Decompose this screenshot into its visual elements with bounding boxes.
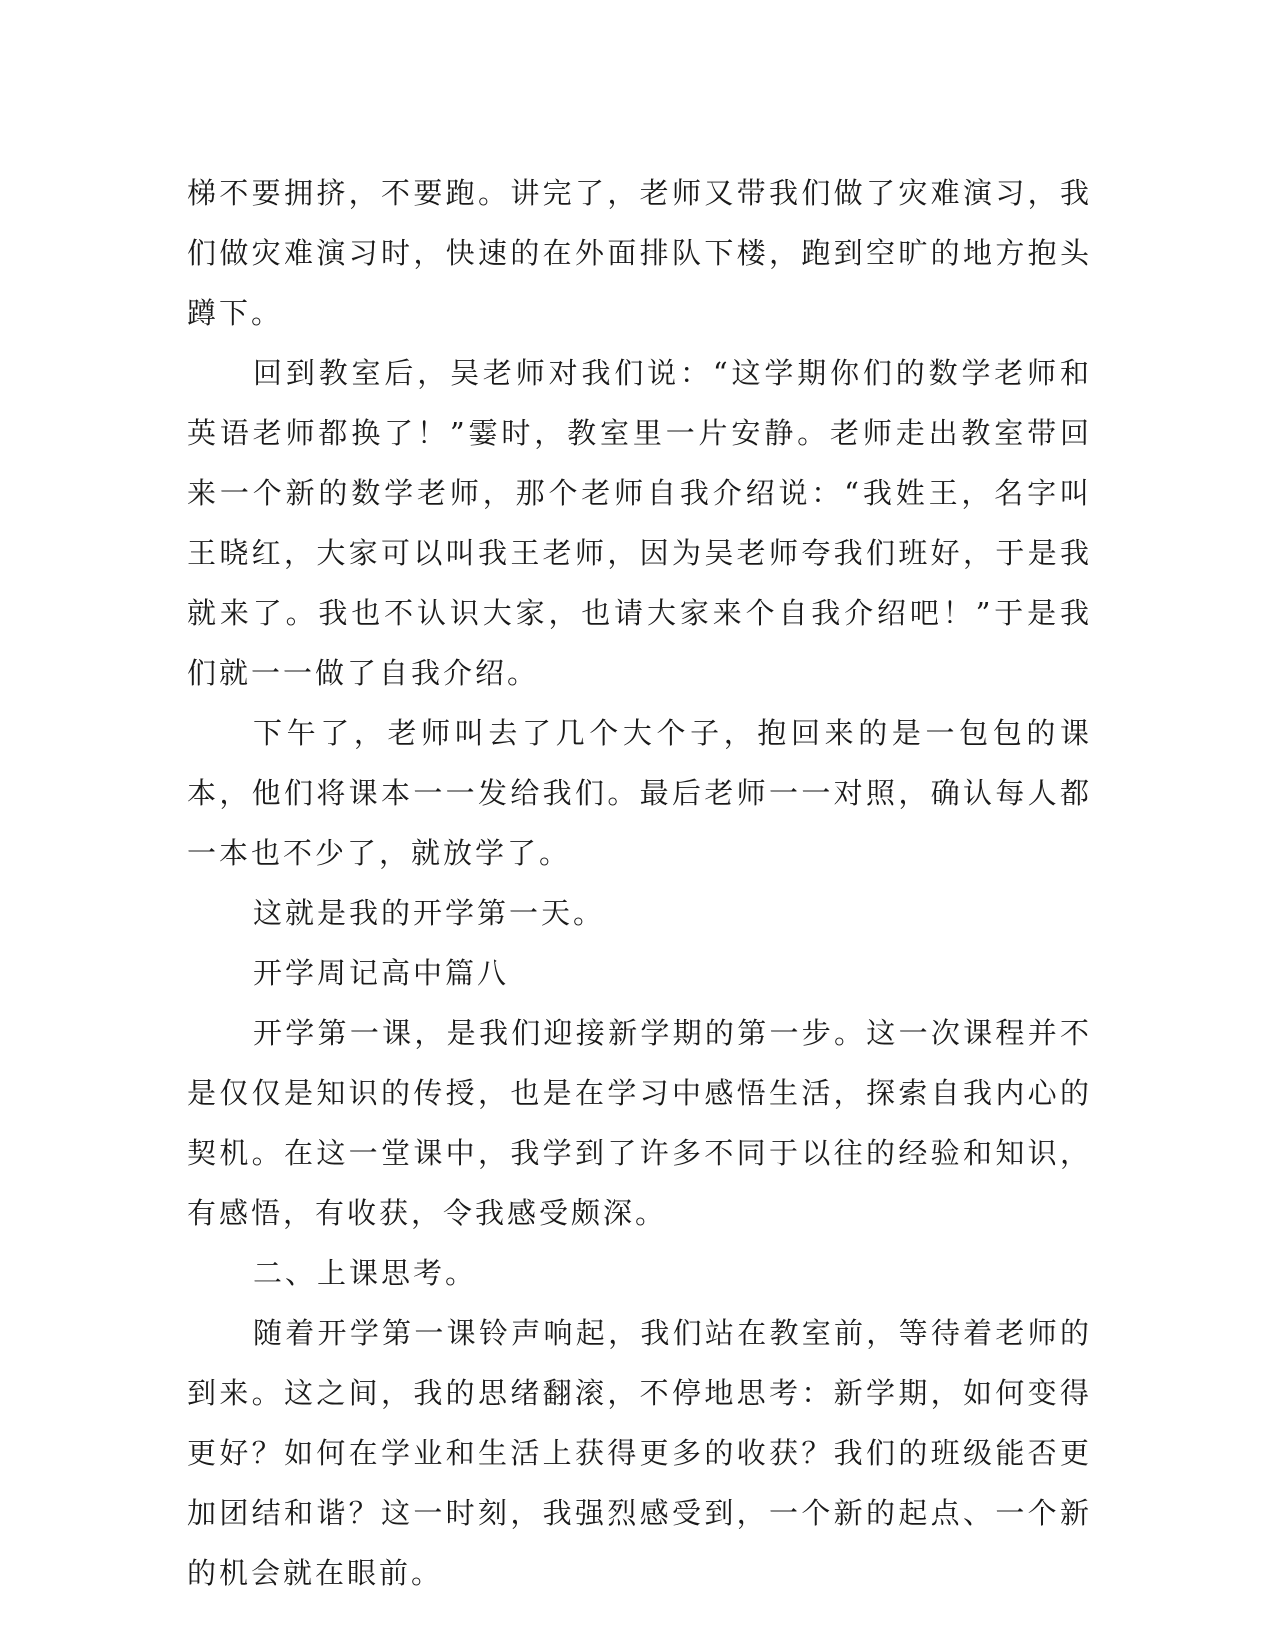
section-heading: 开学周记高中篇八 [253,956,510,990]
paragraph-3: 下午了，老师叫去了几个大个子，抱回来的是一包包的课本，他们将课本一一发给我们。最后老师一一对照，确认每人都一本也不少了，就放学了。 [187,716,1092,870]
paragraph-2: 回到教室后，吴老师对我们说：“这学期你们的数学老师和英语老师都换了！”霎时，教室里一片安静。老师走出教室带回来一个新的数学老师，那个老师自我介绍说：“我姓王，名字叫王晓红，大家可以叫我王老师，因为吴老师夸我们班好，于是我就来了。我也不认识大家，也请大家来个自我介绍吧！”于是我们就一一做了自我介绍。 [187,356,1092,690]
paragraph-4: 这就是我的开学第一天。 [253,896,606,930]
subheading: 二、上课思考。 [253,1256,478,1290]
document-body [187,163,1092,1603]
paragraph-1: 梯不要拥挤，不要跑。讲完了，老师又带我们做了灾难演习，我们做灾难演习时，快速的在外面排队下楼，跑到空旷的地方抱头蹲下。 [187,176,1092,330]
paragraph-8: 随着开学第一课铃声响起，我们站在教室前，等待着老师的到来。这之间，我的思绪翻滚，不停地思考：新学期，如何变得更好？如何在学业和生活上获得更多的收获？我们的班级能否更加团结和谐？这一时刻，我强烈感受到，一个新的起点、一个新的机会就在眼前。 [187,1316,1092,1590]
paragraph-6: 开学第一课，是我们迎接新学期的第一步。这一次课程并不是仅仅是知识的传授，也是在学习中感悟生活，探索自我内心的契机。在这一堂课中，我学到了许多不同于以往的经验和知识，有感悟，有收获，令我感受颇深。 [187,1016,1092,1230]
